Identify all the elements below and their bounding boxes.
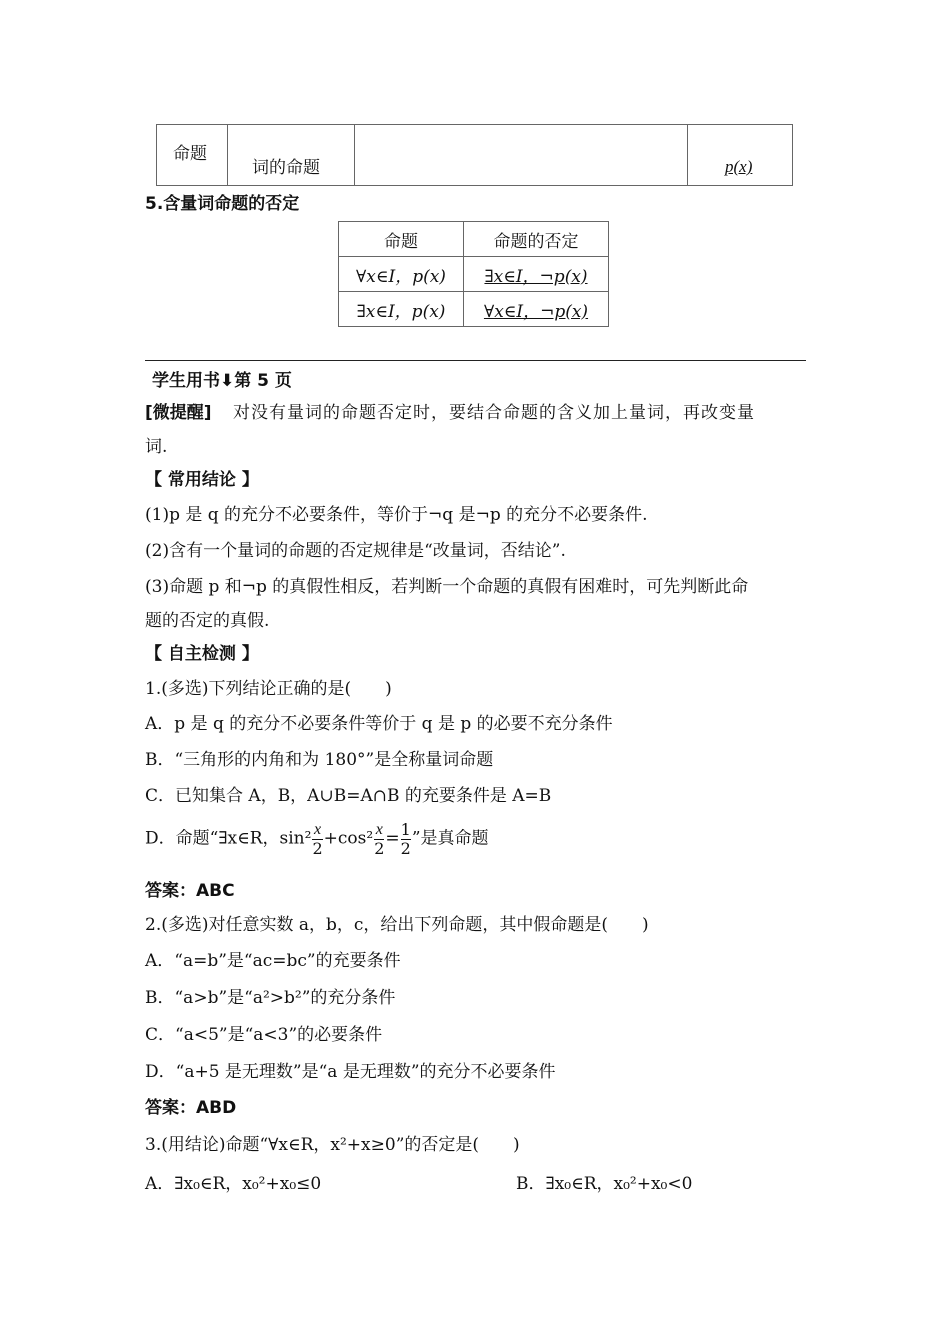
conclusions-heading: 【 常用结论 】 — [145, 470, 259, 490]
question-stem: 2.(多选)对任意实数 a，b，c，给出下列命题，其中假命题是( ) — [145, 915, 649, 935]
selfcheck-heading: 【 自主检测 】 — [145, 644, 259, 664]
option-a: A．p 是 q 的充分不必要条件等价于 q 是 p 的必要不充分条件 — [145, 714, 613, 734]
table-header-cell: 命题的否定 — [464, 222, 609, 257]
table-cell: ∀x∈I，p(x) — [339, 257, 464, 292]
table-cell — [355, 125, 688, 185]
option-d: D．命题“∃x∈R，sin² $\frac{x}{2}$ +cos² $\frac{x}{2}$ = $\frac{1}{2}$ ”是真命题 — [145, 819, 489, 858]
answer: 答案：ABC — [145, 881, 235, 901]
option-d-mid: +cos² — [323, 828, 374, 849]
page-reference: 学生用书⬇第 5 页 — [152, 371, 292, 391]
table-row — [339, 292, 609, 327]
fraction: $\frac{x}{2}$ — [374, 821, 385, 858]
negation-table — [338, 221, 609, 327]
option-b: B．∃x₀∈R，x₀²+x₀<0 — [516, 1174, 693, 1194]
table-cell: ∃x∈I，¬p(x) — [464, 257, 609, 292]
answer: 答案：ABD — [145, 1098, 237, 1118]
option-a: A．∃x₀∈R，x₀²+x₀≤0 — [145, 1174, 322, 1194]
fraction: $\frac{1}{2}$ — [400, 819, 411, 858]
option-b: B．“三角形的内角和为 180°”是全称量词命题 — [145, 750, 494, 770]
conclusion-item: (1)p 是 q 的充分不必要条件，等价于¬q 是¬p 的充分不必要条件. — [145, 505, 648, 525]
tip-line — [145, 398, 755, 423]
option-b: B．“a>b”是“a²>b²”的充分条件 — [145, 988, 396, 1008]
table-cell-text: 词的命题 — [252, 158, 320, 178]
section-title: 5.含量词命题的否定 — [145, 194, 300, 214]
conclusion-item: 题的否定的真假. — [145, 611, 270, 631]
table-row — [339, 222, 609, 257]
table-cell-text: p(x) — [725, 157, 753, 176]
tip-label: [微提醒] — [145, 403, 212, 423]
top-partial-table — [156, 124, 793, 186]
table-cell — [228, 125, 355, 185]
table-cell-text: 命题 — [173, 144, 207, 164]
tip-text: 对没有量词的命题否定时，要结合命题的含义加上量词，再改变量 — [232, 403, 755, 423]
table-cell: ∀x∈I，¬p(x) — [464, 292, 609, 327]
option-a: A．“a=b”是“ac=bc”的充要条件 — [145, 951, 401, 971]
question-stem: 1.(多选)下列结论正确的是( ) — [145, 679, 392, 699]
table-cell: ∃x∈I，p(x) — [339, 292, 464, 327]
table-header-cell: 命题 — [339, 222, 464, 257]
divider — [145, 360, 806, 361]
table-row — [339, 257, 609, 292]
option-d-prefix: D．命题“∃x∈R，sin² — [145, 828, 312, 849]
tip-text-continued: 词. — [145, 437, 168, 457]
option-d-suffix: ”是真命题 — [411, 828, 489, 849]
table-cell — [688, 125, 792, 185]
option-c: C．已知集合 A，B，A∪B=A∩B 的充要条件是 A=B — [145, 786, 552, 806]
option-d: D．“a+5 是无理数”是“a 是无理数”的充分不必要条件 — [145, 1062, 556, 1082]
table-cell — [157, 125, 228, 185]
conclusion-item: (3)命题 p 和¬p 的真假性相反，若判断一个命题的真假有困难时，可先判断此命 — [145, 577, 749, 597]
conclusion-item: (2)含有一个量词的命题的否定规律是“改量词，否结论”. — [145, 541, 566, 561]
fraction: $\frac{x}{2}$ — [312, 821, 323, 858]
question-stem: 3.(用结论)命题“∀x∈R，x²+x≥0”的否定是( ) — [145, 1135, 520, 1155]
option-c: C．“a<5”是“a<3”的必要条件 — [145, 1025, 383, 1045]
